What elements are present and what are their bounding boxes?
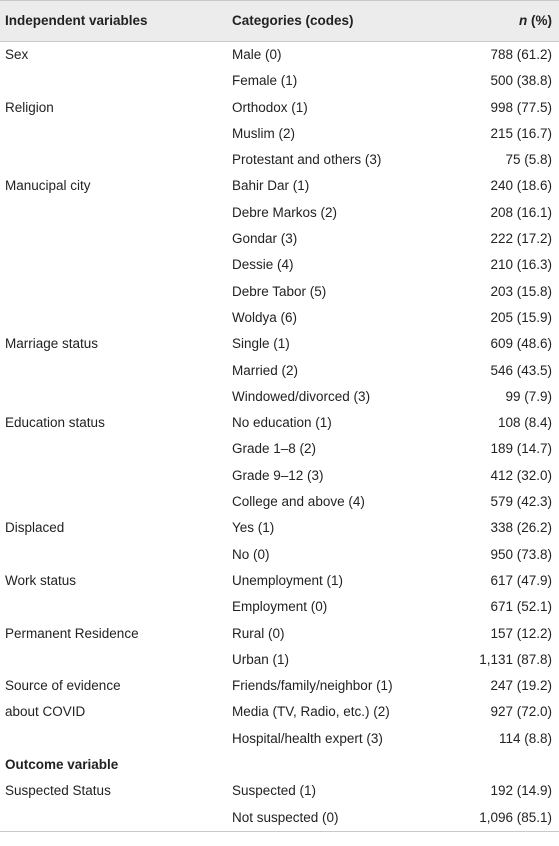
value-cell: 1,131 (87.8): [479, 651, 552, 667]
category-cell: Dessie (4): [232, 257, 294, 273]
variable-cell: Religion: [5, 99, 54, 115]
category-cell: Muslim (2): [232, 125, 295, 141]
value-cell: 609 (48.6): [490, 336, 552, 352]
table-row: [0, 331, 559, 357]
value-cell: 114 (8.8): [498, 730, 552, 746]
table-row: [0, 673, 559, 699]
value-cell: 192 (14.9): [490, 783, 552, 799]
variable-cell: Marriage status: [5, 336, 99, 352]
category-cell: Bahir Dar (1): [232, 178, 310, 194]
outcome-rows: [0, 778, 559, 831]
table-row: [0, 489, 559, 515]
value-cell: 203 (15.8): [490, 283, 552, 299]
header-independent-variables: Independent variables: [5, 13, 148, 28]
value-cell: 208 (16.1): [490, 204, 552, 220]
table-row: [0, 42, 559, 68]
variable-cell: Permanent Residence: [5, 625, 139, 641]
category-cell: Employment (0): [232, 599, 328, 615]
table-row: [0, 594, 559, 620]
category-cell: Unemployment (1): [232, 572, 344, 588]
table-row: [0, 699, 559, 725]
table-header: [0, 1, 559, 42]
category-cell: No education (1): [232, 415, 332, 431]
value-cell: 546 (43.5): [490, 362, 552, 378]
variable-cell: Education status: [5, 415, 105, 431]
value-cell: 240 (18.6): [490, 178, 552, 194]
header-categories: Categories (codes): [232, 13, 354, 28]
value-cell: 338 (26.2): [490, 520, 552, 536]
category-cell: No (0): [232, 546, 270, 562]
value-cell: 108 (8.4): [497, 415, 552, 431]
value-cell: 1,096 (85.1): [479, 809, 552, 825]
table-row: [0, 147, 559, 173]
value-cell: 617 (47.9): [490, 572, 552, 588]
outcome-section-row: [0, 752, 559, 778]
table-row: [0, 279, 559, 305]
category-cell: Yes (1): [232, 520, 275, 536]
value-cell: 247 (19.2): [490, 678, 552, 694]
table-row: [0, 463, 559, 489]
category-cell: Hospital/health expert (3): [232, 730, 383, 746]
variable-cell: Displaced: [5, 520, 65, 536]
table-body: [0, 42, 559, 752]
table-row: [0, 515, 559, 541]
table-row: [0, 68, 559, 94]
value-cell: 927 (72.0): [490, 704, 552, 720]
category-cell: Not suspected (0): [232, 809, 339, 825]
value-cell: 215 (16.7): [490, 125, 552, 141]
table-row: [0, 778, 559, 804]
variable-cell: Sex: [5, 47, 29, 62]
value-cell: 412 (32.0): [490, 467, 552, 483]
variable-cell: Work status: [5, 572, 77, 588]
value-cell: 671 (52.1): [490, 599, 552, 615]
category-cell: Female (1): [232, 73, 298, 89]
value-cell: 998 (77.5): [490, 99, 552, 115]
category-cell: Grade 9–12 (3): [232, 467, 324, 483]
category-cell: Debre Tabor (5): [232, 283, 327, 299]
category-cell: Woldya (6): [232, 309, 298, 325]
table-row: [0, 384, 559, 410]
table-row: [0, 173, 559, 199]
table-row: [0, 647, 559, 673]
value-cell: 189 (14.7): [490, 441, 552, 457]
category-cell: Suspected (1): [232, 783, 317, 799]
variable-cell: about COVID: [5, 704, 86, 720]
value-cell: 579 (42.3): [490, 494, 552, 510]
value-cell: 788 (61.2): [490, 47, 552, 62]
table-row: [0, 436, 559, 462]
category-cell: Rural (0): [232, 625, 285, 641]
table-row: [0, 305, 559, 331]
variable-cell: Suspected Status: [5, 783, 111, 799]
table-row: [0, 410, 559, 436]
table-row: [0, 358, 559, 384]
value-cell: 75 (5.8): [505, 152, 552, 168]
value-cell: 99 (7.9): [505, 388, 552, 404]
table-row: [0, 226, 559, 252]
variable-cell: Source of evidence: [5, 678, 121, 694]
value-cell: 157 (12.2): [490, 625, 552, 641]
category-cell: Orthodox (1): [232, 99, 308, 115]
variable-cell: Manucipal city: [5, 178, 91, 194]
category-cell: Protestant and others (3): [232, 152, 382, 168]
category-cell: College and above (4): [232, 494, 365, 510]
table-row: [0, 568, 559, 594]
table-row: [0, 121, 559, 147]
category-cell: Grade 1–8 (2): [232, 441, 317, 457]
category-cell: Friends/family/neighbor (1): [232, 678, 393, 694]
header-n: n: [519, 13, 528, 28]
value-cell: 500 (38.8): [490, 73, 552, 89]
category-cell: Urban (1): [232, 651, 290, 667]
header-n-percent: [519, 13, 552, 28]
table-row: [0, 621, 559, 647]
outcome-section-label: Outcome variable: [5, 757, 119, 773]
category-cell: Windowed/divorced (3): [232, 388, 371, 404]
category-cell: Gondar (3): [232, 231, 298, 247]
header-percent: (%): [527, 13, 552, 28]
category-cell: Male (0): [232, 47, 282, 62]
table-row: [0, 252, 559, 278]
value-cell: 205 (15.9): [490, 309, 552, 325]
table-row: [0, 95, 559, 121]
table-row: [0, 805, 559, 831]
category-cell: Married (2): [232, 362, 299, 378]
table-row: [0, 200, 559, 226]
table-row: [0, 726, 559, 752]
value-cell: 222 (17.2): [490, 231, 552, 247]
table-bottom-border: [0, 831, 559, 832]
value-cell: 210 (16.3): [490, 257, 552, 273]
category-cell: Debre Markos (2): [232, 204, 338, 220]
value-cell: 950 (73.8): [490, 546, 552, 562]
category-cell: Media (TV, Radio, etc.) (2): [232, 704, 390, 720]
category-cell: Single (1): [232, 336, 290, 352]
table-row: [0, 542, 559, 568]
